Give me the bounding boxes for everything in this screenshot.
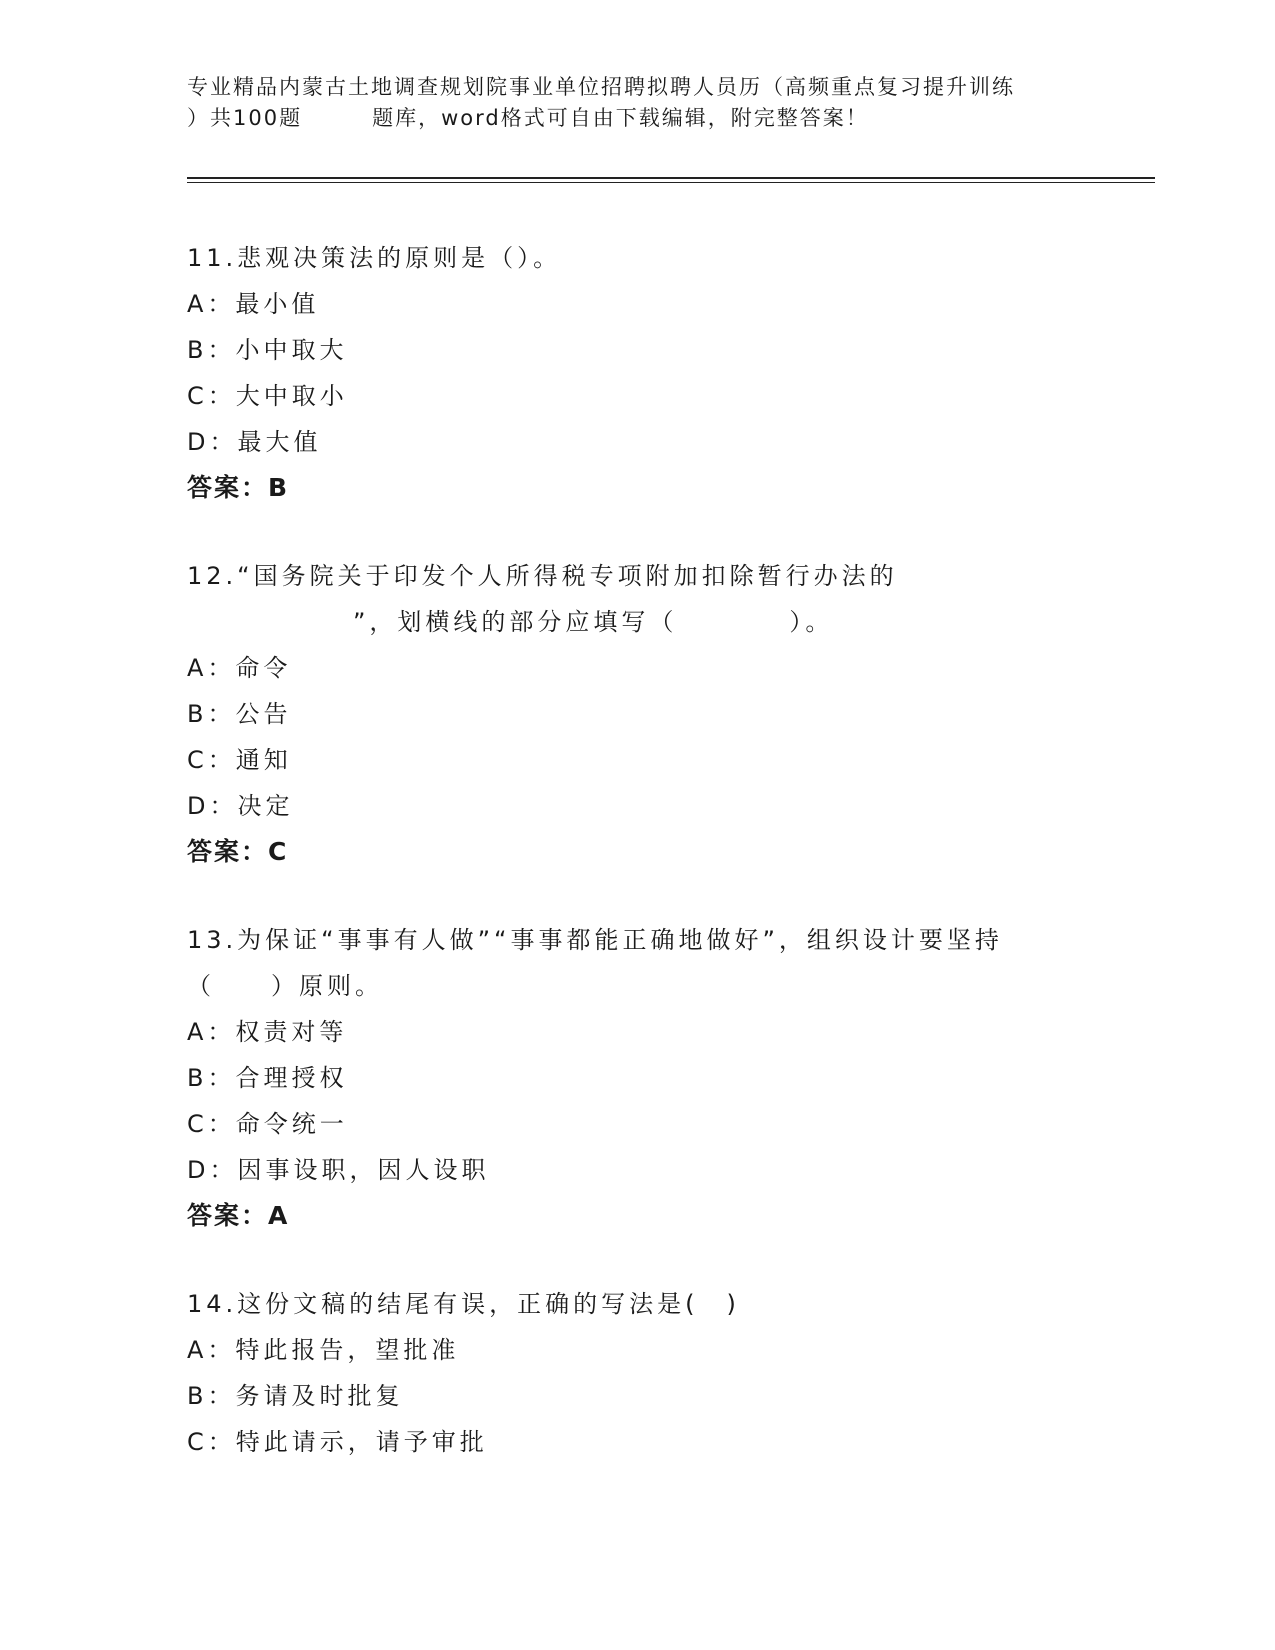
option-b: B：合理授权 [187,1064,348,1092]
question-stem: 12.“国务院关于印发个人所得税专项附加扣除暂行办法的 [187,562,898,590]
header-line-1: 专业精品内蒙古土地调查规划院事业单位招聘拟聘人员历（高频重点复习提升训练 [187,75,1015,99]
option-a: A：权责对等 [187,1018,348,1046]
document-header [187,72,1087,134]
header-divider-thin [187,182,1155,183]
option-b: B：公告 [187,700,292,728]
question-13 [187,917,1147,1239]
answer-value: B [268,473,290,502]
option-a: A：最小值 [187,290,320,318]
option-d: D：最大值 [187,428,322,456]
option-c: C：通知 [187,746,292,774]
question-11 [187,235,1147,511]
answer-line [187,829,1147,875]
question-stem: 13.为保证“事事有人做”“事事都能正确地做好”，组织设计要坚持 [187,926,1003,954]
answer-label: 答案： [187,1201,269,1230]
question-stem-continued-text: ”，划横线的部分应填写（ ）。 [353,608,834,636]
answer-line [187,1193,1147,1239]
answer-value: A [268,1201,290,1230]
option-b: B：小中取大 [187,336,348,364]
question-14 [187,1281,1147,1465]
header-divider-thick [187,177,1155,179]
option-c: C：特此请示，请予审批 [187,1428,488,1456]
question-stem: 11.悲观决策法的原则是（）。 [187,244,562,272]
option-a: A：特此报告，望批准 [187,1336,460,1364]
option-c: C：命令统一 [187,1110,348,1138]
option-a: A：命令 [187,654,292,682]
question-list [187,235,1147,1507]
question-stem-continued [187,599,1147,645]
question-stem-continued: （ ）原则。 [187,972,383,1000]
question-12 [187,553,1147,875]
option-d: D：决定 [187,792,294,820]
header-line-2-part-1: ）共100题 [187,106,303,130]
option-d: D：因事设职，因人设职 [187,1156,490,1184]
answer-line [187,465,1147,511]
answer-label: 答案： [187,837,269,866]
answer-value: C [268,837,289,866]
question-stem: 14.这份文稿的结尾有误，正确的写法是( ) [187,1290,740,1318]
header-line-2 [187,103,1087,134]
option-b: B：务请及时批复 [187,1382,404,1410]
option-c: C：大中取小 [187,382,348,410]
header-line-2-part-2: 题库，word格式可自由下载编辑，附完整答案！ [372,106,869,130]
answer-label: 答案： [187,473,269,502]
